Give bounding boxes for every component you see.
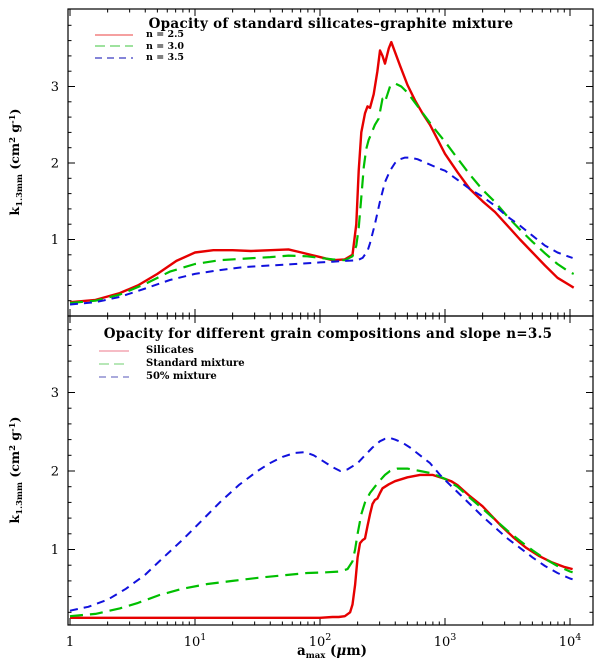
x-tick-label: $10^4$: [558, 632, 582, 650]
y-label-symbol: k: [7, 206, 22, 216]
legend-swatch-line: [95, 32, 133, 38]
y-tick-label: 1: [50, 543, 59, 558]
top-panel-legend: [95, 29, 184, 64]
top-panel-title: Opacity of standard silicates–graphite mixture: [148, 16, 514, 32]
x-label-open: (: [325, 643, 337, 659]
y-label-sup1: 2: [8, 444, 18, 451]
y-tick-label: 2: [50, 464, 59, 480]
legend-swatch-line: [95, 43, 133, 49]
y-label-sup2: -1: [8, 114, 18, 124]
x-label-mu: μ: [336, 643, 347, 659]
y-label-unit: (cm: [7, 450, 22, 483]
x-label-symbol: a: [297, 643, 306, 659]
y-tick-label: 2: [50, 156, 59, 172]
legend-label: 50% mixture: [146, 371, 217, 382]
legend-label: n = 3.5: [146, 52, 185, 64]
y-label-close: ): [7, 108, 22, 115]
x-label-rest: m): [346, 643, 367, 659]
legend-swatch-line: [99, 361, 129, 367]
legend-label: Silicates: [146, 345, 194, 356]
y-label-unit2: g: [7, 123, 22, 137]
y-axis-label-top: [7, 109, 25, 216]
x-label-subscript: max: [305, 651, 326, 661]
legend-label: Standard mixture: [146, 358, 245, 369]
legend-entry: [95, 41, 184, 53]
legend-label: n = 2.5: [146, 29, 185, 41]
y-tick-label: 1: [50, 233, 59, 248]
y-label-sup2: -1: [8, 422, 18, 432]
legend-entry: [95, 52, 184, 64]
bottom-panel-title: Opacity for different grain compositions and slope n=3.5: [103, 326, 553, 342]
legend-label: n = 3.0: [146, 40, 185, 52]
bottom-panel-legend: [99, 344, 245, 383]
y-tick-label: 3: [50, 386, 59, 401]
y-axis-label-bottom: [7, 417, 25, 524]
series-standard-mixture: [70, 469, 573, 617]
x-tick-label: $10^1$: [183, 632, 207, 650]
x-tick-label: $10^3$: [433, 632, 457, 650]
legend-swatch-line: [99, 348, 129, 354]
legend-entry: [99, 370, 245, 383]
series-n-3.5: [70, 158, 573, 305]
x-tick-label: $10^2$: [308, 632, 332, 650]
series-n-3.0: [70, 83, 574, 303]
y-label-symbol: k: [7, 514, 22, 524]
y-label-unit2: g: [7, 431, 22, 445]
legend-swatch-line: [95, 55, 133, 61]
x-tick-label: 1: [65, 635, 75, 650]
y-tick-label: 3: [50, 80, 59, 95]
y-label-unit: (cm: [7, 142, 22, 175]
legend-swatch-line: [99, 374, 129, 380]
y-label-subscript: 1.3mm: [15, 482, 25, 515]
y-label-subscript: 1.3mm: [15, 174, 25, 207]
x-axis-label: [297, 643, 367, 661]
series-50-mixture: [70, 438, 573, 611]
series-silicates: [70, 475, 573, 618]
y-label-close: ): [7, 416, 22, 423]
y-label-sup1: 2: [8, 136, 18, 143]
legend-entry: [99, 344, 245, 357]
legend-entry: [99, 357, 245, 370]
legend-entry: [95, 29, 184, 41]
